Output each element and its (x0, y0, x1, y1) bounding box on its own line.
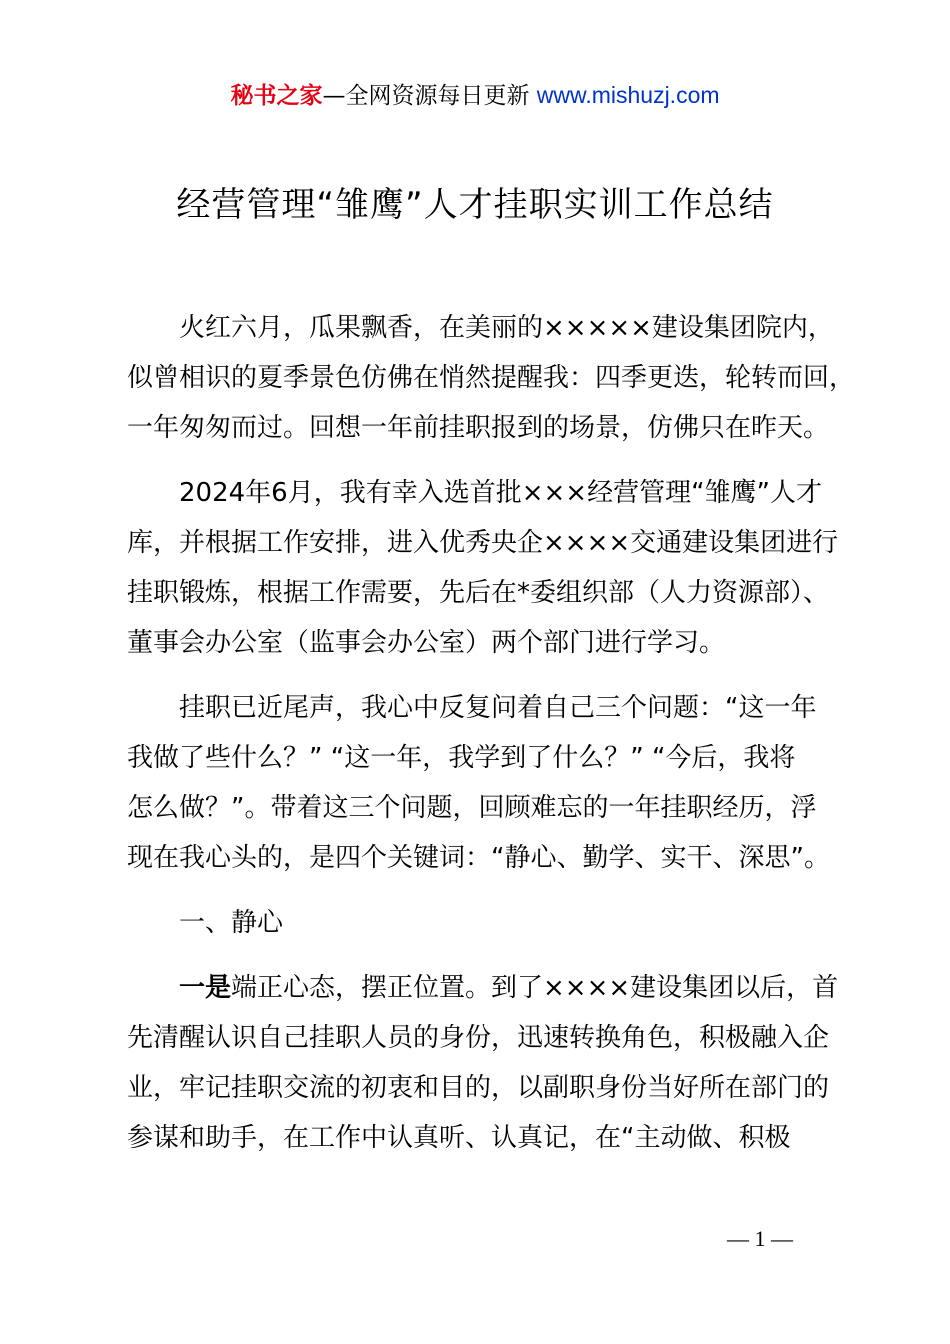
paragraph-line: 现在我心头的，是四个关键词：“静心、勤学、实干、深思”。 (127, 843, 830, 873)
paragraph-line: 怎么做？”。带着这三个问题，回顾难忘的一年挂职经历，浮 (127, 793, 817, 823)
paragraph-line: 一年匆匆而过。回想一年前挂职报到的场景，仿佛只在昨天。 (127, 413, 830, 443)
paragraph-3 (127, 683, 837, 883)
paragraph-1 (127, 303, 856, 453)
paragraph-line: 业，牢记挂职交流的初衷和目的，以副职身份当好所在部门的 (127, 1073, 830, 1103)
paragraph-line: 我做了些什么？” “这一年，我学到了什么？” “今后，我将 (127, 743, 796, 773)
paragraph-line: 似曾相识的夏季景色仿佛在悄然提醒我：四季更迭，轮转而回， (127, 363, 856, 393)
paragraph-line-first (127, 963, 837, 1013)
paragraph-line: 2024年6月，我有幸入选首批×××经营管理“雏鹰”人才 (179, 478, 823, 508)
document-title: 经营管理“雏鹰”人才挂职实训工作总结 (176, 185, 774, 225)
document-body (127, 303, 856, 1178)
paragraph-line: 火红六月，瓜果飘香，在美丽的×××××建设集团院内， (179, 313, 834, 343)
paragraph-line: 参谋和助手，在工作中认真听、认真记，在“主动做、积极 (127, 1123, 791, 1153)
section-heading (127, 898, 837, 948)
site-header (0, 80, 950, 111)
paragraph-5 (127, 963, 837, 1163)
brand-name: 秘书之家 (230, 83, 323, 109)
paragraph-line: 挂职已近尾声，我心中反复问着自己三个问题：“这一年 (179, 693, 817, 723)
header-slogan: —全网资源每日更新 (322, 83, 530, 109)
paragraph-2 (127, 468, 837, 668)
section-heading-text: 一、静心 (179, 908, 284, 938)
paragraph-line-rest: 端正心态，摆正位置。到了××××建设集团以后，首 (231, 973, 839, 1003)
paragraph-line: 董事会办公室（监事会办公室）两个部门进行学习。 (127, 628, 726, 658)
site-url[interactable]: www.mishuzj.com (536, 82, 720, 108)
paragraph-line: 挂职锻炼，根据工作需要，先后在*委组织部（人力资源部）、 (127, 578, 830, 608)
paragraph-line: 库，并根据工作安排，进入优秀央企××××交通建设集团进行 (127, 528, 839, 558)
page-number: — 1 — (727, 1226, 793, 1251)
lead-label: 一是 (179, 973, 232, 1003)
paragraph-line: 先清醒认识自己挂职人员的身份，迅速转换角色，积极融入企 (127, 1023, 830, 1053)
